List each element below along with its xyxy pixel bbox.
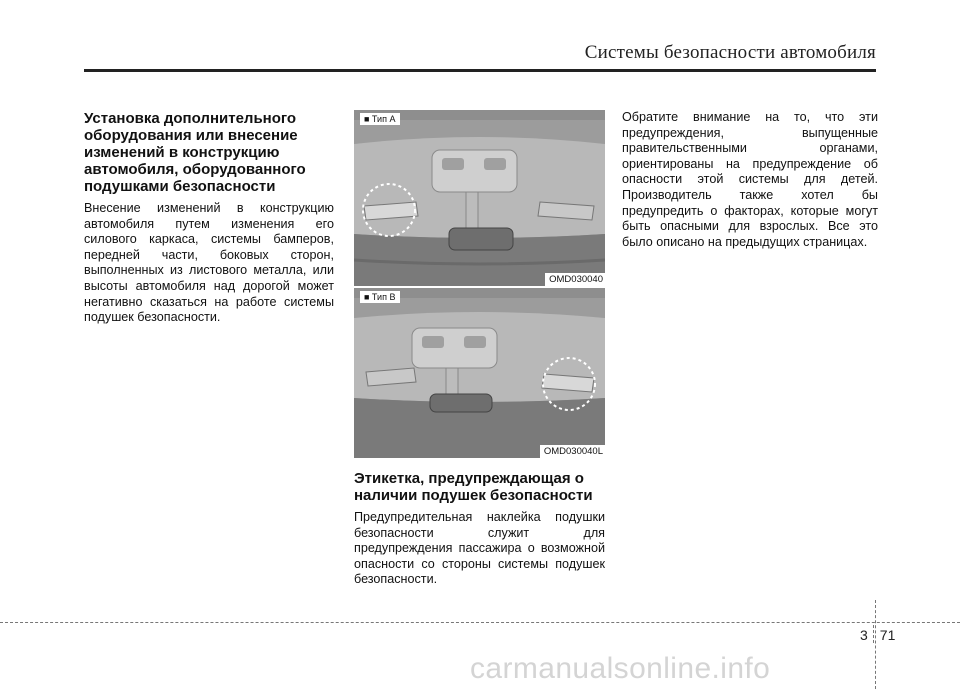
figure-code-type-b: OMD030040L [540, 445, 605, 458]
section-body-modifications: Внесение изменений в конструкцию автомобиля путем изменения его силового каркаса, системы бамперов, передней части, боковых сторон, выполненных из листового металла, или высоты автомобиля над дорогой может негативно сказаться на работе системы подушек безопасности. [84, 201, 334, 325]
header-rule [84, 69, 876, 72]
figure-type-a [354, 110, 605, 286]
page-number [860, 625, 895, 643]
figure-code-type-a: OMD030040 [545, 273, 605, 286]
figure-label-type-b: ■ Тип B [360, 291, 400, 303]
page-number-value: 71 [879, 627, 896, 643]
right-column [622, 110, 878, 250]
left-column [84, 110, 334, 326]
footer-rule [0, 622, 960, 623]
headliner-photo-type-a [354, 110, 605, 286]
section-heading-warning-label: Этикетка, предупреждающая о наличии подушек безопасности [354, 470, 593, 504]
footer-vertical-rule [875, 600, 876, 689]
watermark: carmanualsonline.info [470, 652, 771, 685]
page-number-divider [873, 625, 875, 643]
section-heading-modifications: Установка дополнительного оборудования или внесение изменений в конструкцию автомобиля, оборудованного подушками безопасности [84, 110, 306, 195]
page-header-title: Системы безопасности автомобиля [584, 42, 876, 63]
section-body-continued: Обратите внимание на то, что эти предупреждения, выпущенные правительственными органами, ориентированы на предупреждение об опасности этой системы для детей. Производитель также хотел бы предупредить о факторах, которые могут быть опасными для взрослых. Все это было описано на предыдущих страницах. [622, 110, 878, 249]
middle-text-block [354, 470, 605, 588]
chapter-number: 3 [860, 627, 868, 643]
figure-column [354, 110, 605, 458]
figure-type-b [354, 288, 605, 458]
section-body-warning-label: Предупредительная наклейка подушки безопасности служит для предупреждения пассажира о возможной опасности со стороны системы подушек безопасности. [354, 510, 605, 587]
figure-label-type-a: ■ Тип A [360, 113, 400, 125]
headliner-photo-type-b [354, 288, 605, 458]
